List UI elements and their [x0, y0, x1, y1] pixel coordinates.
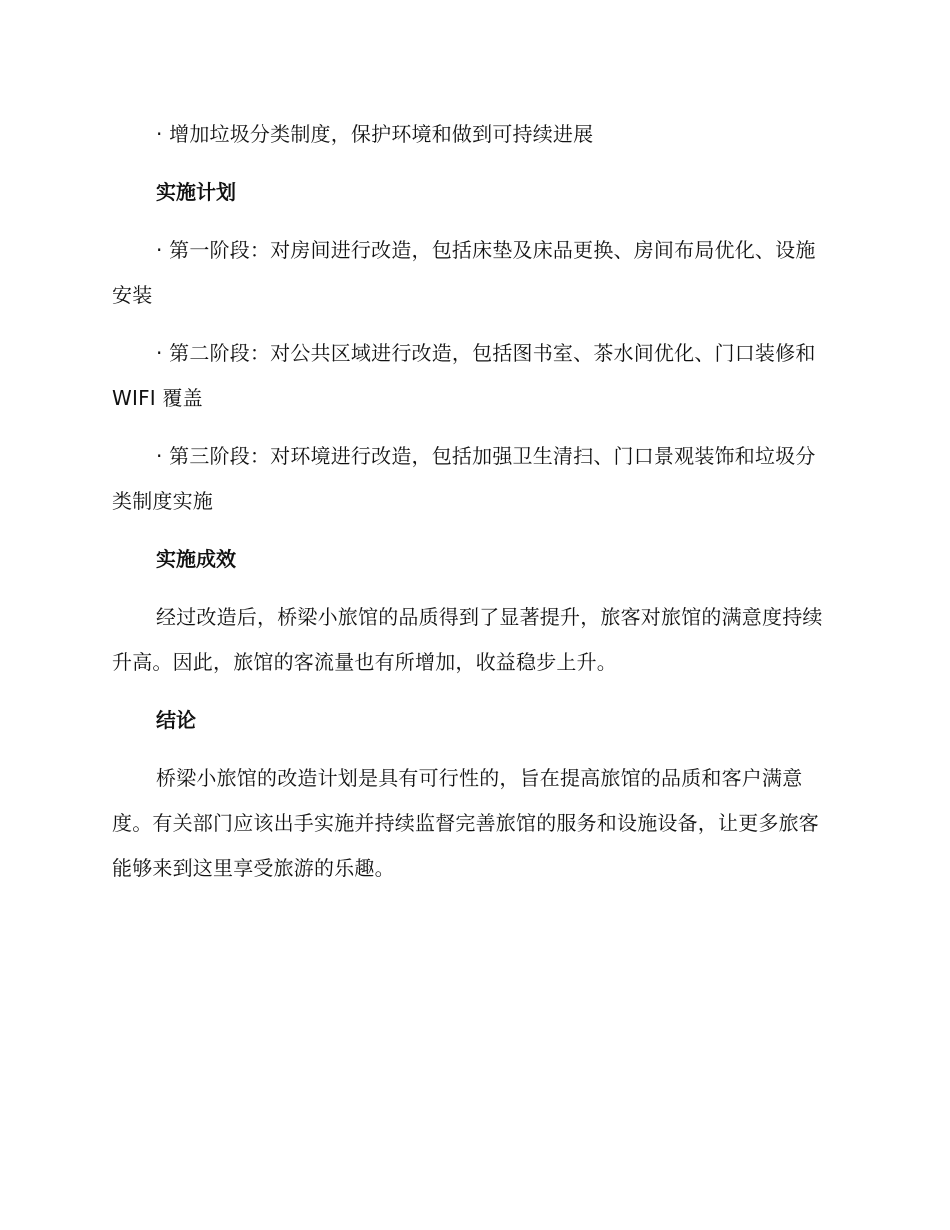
spacer: [112, 157, 832, 170]
plan-phase-2: · 第二阶段：对公共区域进行改造，包括图书室、茶水间优化、门口装修和 WIFI 覆盖: [112, 341, 816, 410]
conclusion-paragraph: 桥梁小旅馆的改造计划是具有可行性的，旨在提高旅馆的品质和客户满意度。有关部门应该出手实施并持续监督完善旅馆的服务和设施设备，让更多旅客能够来到这里享受旅游的乐趣。: [112, 766, 819, 880]
section-heading-conclusion: 结论: [156, 708, 196, 732]
spacer: [112, 421, 832, 434]
bullet-waste-sorting: · 增加垃圾分类制度，保护环境和做到可持续进展: [156, 122, 594, 146]
plan-phase-3: · 第三阶段：对环境进行改造，包括加强卫生清扫、门口景观装饰和垃圾分类制度实施: [112, 444, 816, 513]
spacer: [112, 318, 832, 331]
section-heading-plan: 实施计划: [156, 180, 236, 204]
section-heading-results: 实施成效: [156, 547, 236, 571]
spacer: [112, 685, 832, 698]
spacer: [112, 582, 832, 595]
spacer: [112, 743, 832, 756]
spacer: [112, 215, 832, 228]
results-paragraph: 经过改造后，桥梁小旅馆的品质得到了显著提升，旅客对旅馆的满意度持续升高。因此，旅馆的客流量也有所增加，收益稳步上升。: [112, 605, 823, 674]
plan-phase-1: · 第一阶段：对房间进行改造，包括床垫及床品更换、房间布局优化、设施安装: [112, 238, 816, 307]
document-body: [112, 112, 832, 891]
spacer: [112, 524, 832, 537]
